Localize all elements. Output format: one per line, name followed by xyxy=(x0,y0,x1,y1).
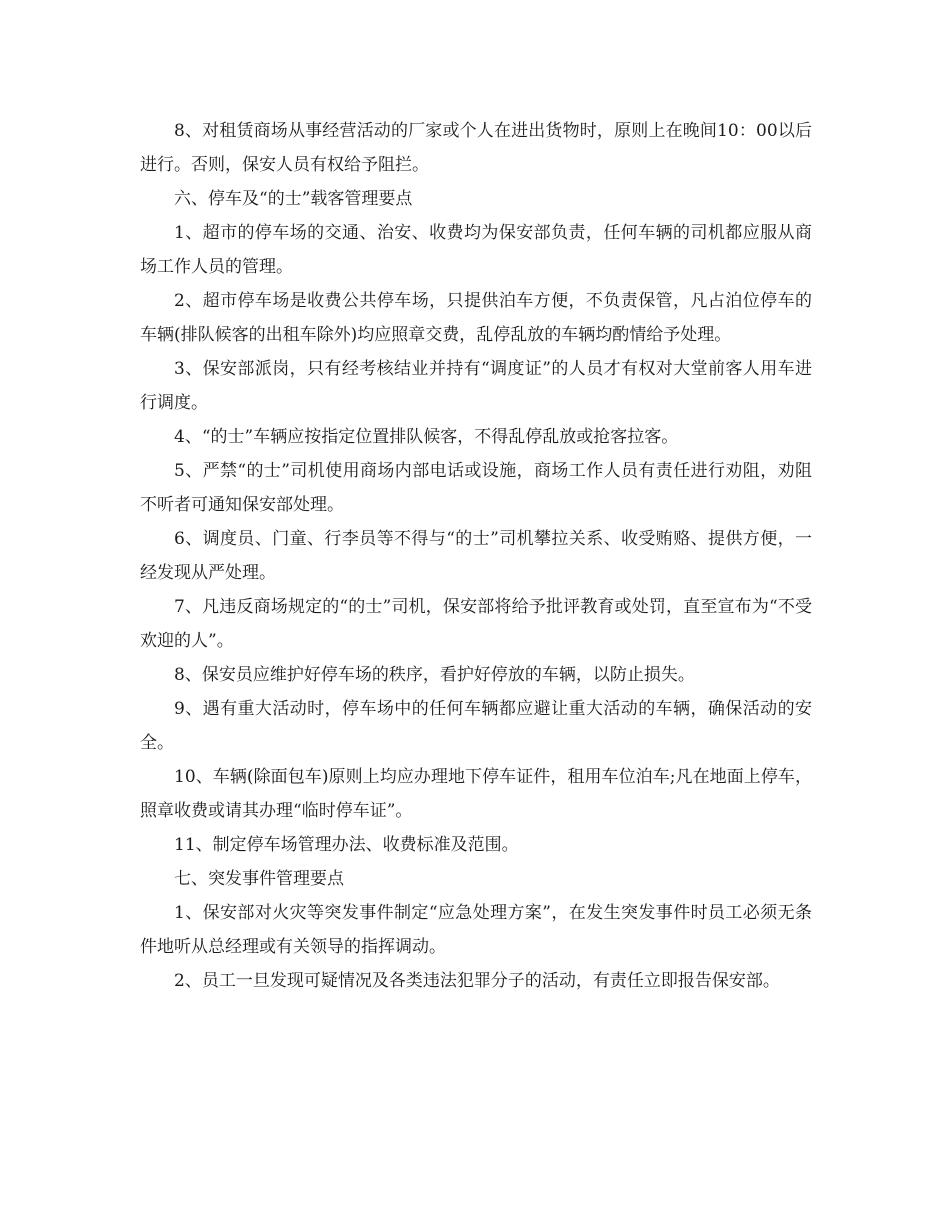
paragraph-parking-9: 9、遇有重大活动时，停车场中的任何车辆都应避让重大活动的车辆，确保活动的安全。 xyxy=(140,699,812,753)
paragraph-parking-7: 7、凡违反商场规定的“的士”司机，保安部将给予批评教育或处罚，直至宣布为“不受欢迎的人”。 xyxy=(140,597,812,651)
section-heading-parking: 六、停车及“的士”载客管理要点 xyxy=(174,189,413,209)
paragraph-parking-8: 8、保安员应维护好停车场的秩序，看护好停放的车辆，以防止损失。 xyxy=(174,665,695,685)
paragraph-emergency-1: 1、保安部对火灾等突发事件制定“应急处理方案”，在发生突发事件时员工必须无条件地听从总经理或有关领导的指挥调动。 xyxy=(140,903,812,957)
paragraph-parking-11: 11、制定停车场管理办法、收费标准及范围。 xyxy=(174,835,519,855)
paragraph-emergency-2: 2、员工一旦发现可疑情况及各类违法犯罪分子的活动，有责任立即报告保安部。 xyxy=(174,971,780,991)
paragraph-parking-2: 2、超市停车场是收费公共停车场，只提供泊车方便，不负责保管，凡占泊位停车的车辆(排队候客的出租车除外)均应照章交费，乱停乱放的车辆均酌情给予处理。 xyxy=(140,291,812,345)
section-heading-emergency: 七、突发事件管理要点 xyxy=(174,869,344,889)
paragraph-parking-3: 3、保安部派岗，只有经考核结业并持有“调度证”的人员才有权对大堂前客人用车进行调度。 xyxy=(140,359,812,413)
paragraph-parking-5: 5、严禁“的士”司机使用商场内部电话或设施，商场工作人员有责任进行劝阻，劝阻不听者可通知保安部处理。 xyxy=(140,461,812,515)
document-page xyxy=(140,114,812,998)
paragraph-parking-4: 4、“的士”车辆应按指定位置排队候客，不得乱停乱放或抢客拉客。 xyxy=(174,427,679,447)
paragraph-parking-1: 1、超市的停车场的交通、治安、收费均为保安部负责，任何车辆的司机都应服从商场工作人员的管理。 xyxy=(140,223,812,277)
paragraph-parking-6: 6、调度员、门童、行李员等不得与“的士”司机攀拉关系、收受贿赂、提供方便，一经发现从严处理。 xyxy=(140,529,812,583)
paragraph-parking-10: 10、车辆(除面包车)原则上均应办理地下停车证件，租用车位泊车;凡在地面上停车，照章收费或请其办理“临时停车证”。 xyxy=(140,767,812,821)
paragraph-item-8-goods: 8、对租赁商场从事经营活动的厂家或个人在进出货物时，原则上在晚间10：00以后进行。否则，保安人员有权给予阻拦。 xyxy=(140,121,812,175)
